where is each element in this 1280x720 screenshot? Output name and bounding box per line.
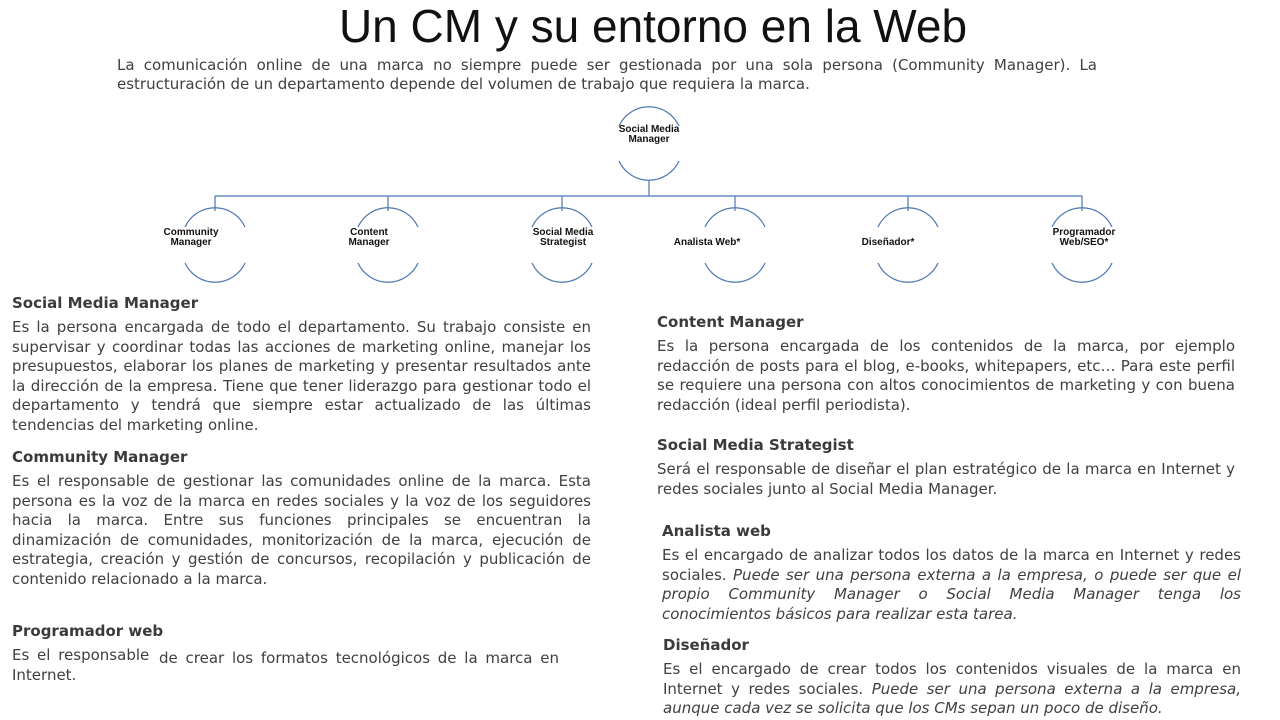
section-heading: Social Media Manager (12, 294, 199, 312)
node-community-manager-top-arc (185, 208, 245, 227)
org-node-label-line1: Analista Web* (673, 237, 741, 248)
section-text-italic: Puede ser una persona externa a la empresa, o puede ser que el propio Community Manager o Social Media Manager tenga los conocimientos básicos para realizar esta tarea. (662, 565, 1241, 623)
node-community-manager-bottom-arc (185, 263, 245, 282)
org-node-label-line1: Community (163, 227, 219, 238)
section-programador-web (12, 622, 590, 686)
slide-title: Un CM y su entorno en la Web (338, 0, 968, 52)
org-node-label-line2: Strategist (539, 237, 587, 248)
section-heading: Community Manager (12, 448, 188, 466)
section-community-manager (12, 448, 591, 589)
section-content-manager (657, 313, 1235, 415)
section-text: Es la persona encargada de los contenidos de la marca, por ejemplo redacción de posts para el blog, e-books, whitepapers, etc… Para este perfil se requiere una persona con altos conocimientos de marketing y con buena redacción (ideal perfil periodista). (657, 337, 1235, 414)
section-text-regular: Es el encargado de analizar todos los datos de la marca en Internet y redes sociales. (662, 546, 1241, 584)
section-social-media-strategist (657, 436, 1235, 499)
root-node-bottom-arc (619, 161, 679, 180)
section-text (662, 546, 1241, 624)
node-programador-bottom-arc (1052, 263, 1112, 282)
section-text: Será el responsable de diseñar el plan estratégico de la marca en Internet y redes sociales junto al Social Media Manager. (657, 460, 1235, 498)
org-node-disenador (838, 238, 938, 248)
section-heading: Programador web (12, 622, 164, 640)
org-node-label-line2: Manager (348, 237, 390, 248)
node-content-manager-bottom-arc (358, 263, 418, 282)
section-heading: Diseñador (663, 636, 749, 654)
section-text-part-a: Es el responsable (12, 646, 150, 664)
section-heading: Content Manager (657, 313, 804, 331)
org-node-label-line2: Manager (628, 134, 670, 145)
org-node-social-media-manager (599, 125, 699, 145)
node-social-media-strategist-bottom-arc (532, 263, 592, 282)
section-heading: Analista web (662, 522, 771, 540)
org-node-social-media-strategist (518, 228, 608, 248)
org-node-content-manager (333, 228, 405, 248)
section-disenador (663, 636, 1241, 719)
section-heading: Social Media Strategist (657, 436, 854, 454)
node-programador-top-arc (1052, 208, 1112, 227)
org-node-label-line1: Diseñador* (861, 237, 915, 248)
section-text: Es la persona encargada de todo el departamento. Su trabajo consiste en supervisar y coordinar todas las acciones de marketing online, manejar los presupuestos, elaborar los planes de marketing y presentar resultados ante la dirección de la empresa. Tiene que tener liderazgo para gestionar todo el departamento y tendrá que siempre estar actualizado de las últimas tendencias del marketing online. (12, 318, 591, 434)
node-analista-web-top-arc (705, 208, 765, 227)
section-text-regular: Es el encargado de crear todos los contenidos visuales de la marca en Internet y redes sociales. (663, 660, 1241, 698)
org-node-label-line2: Web/SEO* (1059, 237, 1109, 248)
org-node-label-line1: Content (350, 227, 388, 238)
section-text (663, 660, 1241, 719)
section-analista-web (662, 522, 1241, 624)
org-node-label-line1: Programador (1052, 227, 1116, 238)
intro-paragraph: La comunicación online de una marca no siempre puede ser gestionada por una sola persona (Community Manager). La estructuración de un departamento depende del volumen de trabajo que requiera la marca. (117, 56, 1097, 93)
org-node-label-line1: Social Media (618, 124, 680, 135)
section-text-italic: Puede ser una persona externa a la empresa, aunque cada vez se solicita que los CMs sepan un poco de diseño. (663, 679, 1241, 717)
org-node-programador-web-seo (1034, 228, 1134, 248)
node-disenador-top-arc (878, 208, 938, 227)
section-text-part-c: Internet. (12, 666, 77, 684)
section-social-media-manager (12, 294, 591, 435)
node-content-manager-top-arc (358, 208, 418, 227)
org-node-analista-web (657, 238, 757, 248)
node-analista-web-bottom-arc (705, 263, 765, 282)
section-text: Es el responsable de gestionar las comunidades online de la marca. Esta persona es la voz de la marca en redes sociales y la voz de los seguidores hacia la marca. Entre sus funciones principales se encuentran la dinamización de comunidades, monitorización de la marca, ejecución de estrategia, creación y gestión de concursos, recopilación y publicación de contenido relacionado a la marca. (12, 472, 591, 588)
section-text-part-b: de crear los formatos tecnológicos de la marca en (159, 649, 560, 667)
node-disenador-bottom-arc (878, 263, 938, 282)
node-social-media-strategist-top-arc (532, 208, 592, 227)
org-node-label-line1: Social Media (532, 227, 594, 238)
org-node-label-line2: Manager (170, 237, 212, 248)
org-node-community-manager (155, 228, 227, 248)
